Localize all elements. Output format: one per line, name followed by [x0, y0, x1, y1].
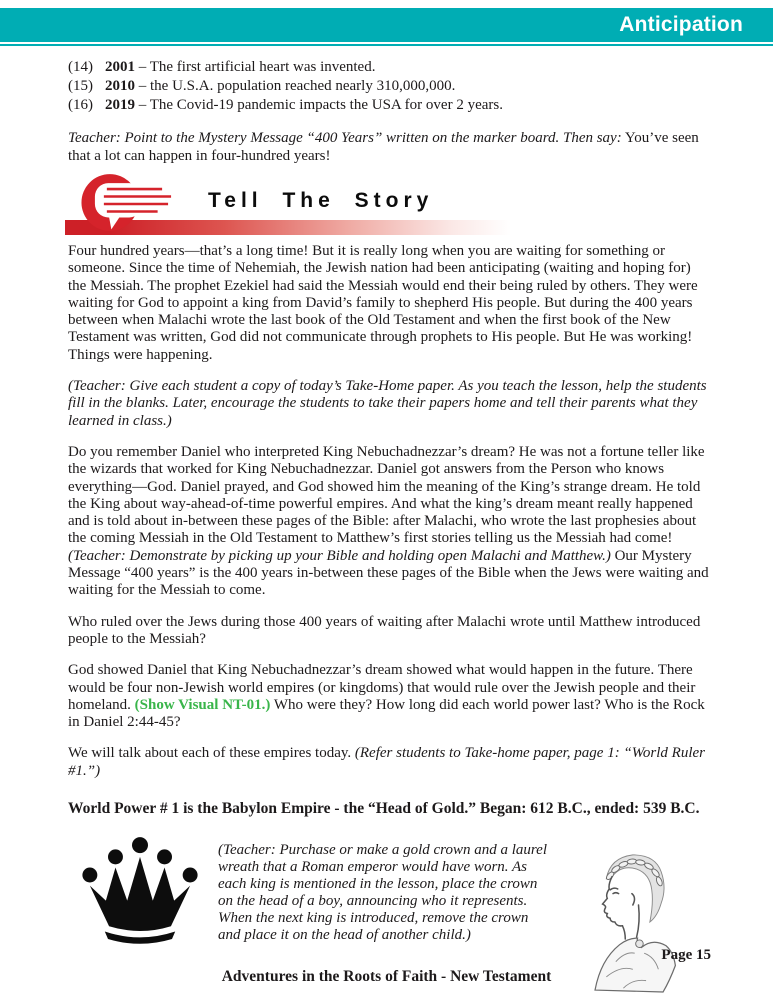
p2-text: Do you remember Daniel who interpreted King Nebuchadnezzar’s dream? He was not a fortune teller like the wizards that worked for King Nebuchadnezzar. Daniel got answers from the Person who knows everything—God. Daniel prayed, and God showed him the meaning of the King’s strange dream. He told the King about way-ahead-of-time powerful empires. And what the king’s dream meant really happened and is told about in-between these pages of the Bible: after Malachi, who wrote the last prophesies about the coming Messiah in the Old Testament to Matthew’s first stories telling us the Messiah had come!: [68, 443, 705, 547]
story-question: Who ruled over the Jews during those 400 years of waiting after Malachi wrote until Matthew introduced people to the Messiah?: [68, 613, 701, 647]
timeline-desc: – The Covid-19 pandemic impacts the USA for over 2 years.: [135, 97, 503, 113]
timeline-number: (16): [68, 97, 93, 113]
teacher-instruction-intro: [68, 130, 712, 165]
story-paragraph-1: Four hundred years—that’s a long time! But it is really long when you are waiting for something or someone. Since the time of Nehemiah, the Jewish nation had been anticipating (waiting and hoping for) the Messiah. The prophet Ezekiel had said the Messiah would end their being ruled by others. They were waiting for God to appoint a king from David’s family to shepherd His people. But during the 400 years between when Malachi wrote the last book of the Old Testament and when the first book of the New Testament was written, God did not communicate through prophets to His people. But He was working! Things were happening.: [68, 243, 698, 363]
story-paragraph-4: [68, 662, 712, 731]
timeline-item: [68, 58, 712, 77]
timeline-item: [68, 96, 712, 115]
timeline-item: [68, 77, 712, 96]
timeline-desc: – the U.S.A. population reached nearly 310,000,000.: [135, 78, 456, 94]
timeline-year: 2001: [105, 59, 135, 75]
header-bar: [0, 8, 773, 42]
section-title: Tell The Story: [208, 189, 434, 212]
footer-book-title: Adventures in the Roots of Faith - New Testament: [221, 968, 552, 985]
page-number: Page 15: [661, 947, 711, 963]
world-power-heading: World Power # 1 is the Babylon Empire - the “Head of Gold.” Began: 612 B.C., ended: 539 B.C.: [68, 800, 700, 818]
timeline-text: [105, 58, 375, 77]
timeline-number: (14): [68, 59, 93, 75]
p5-teacher-note: (Refer students to Take-home paper, page 1: “World Ruler #1.”): [68, 745, 705, 779]
timeline-desc: – The first artificial heart was invented.: [135, 59, 376, 75]
header: [0, 0, 773, 46]
timeline-text: [105, 77, 455, 96]
p2-text-end: Our Mystery Message “400 years” is the 400 years in-between these pages of the Bible when the Jews were waiting and waiting for the Messiah to come.: [68, 547, 709, 599]
teacher-instruction-italic: Teacher: Point to the Mystery Message “400 Years” written on the marker board. Then say:: [68, 130, 622, 146]
p2-teacher-note: (Teacher: Demonstrate by picking up your Bible and holding open Malachi and Matthew.): [68, 547, 611, 564]
p4-text: God showed Daniel that King Nebuchadnezzar’s dream showed what would happen in the future. There would be four non-Jewish world empires (or kingdoms) that would rule over the Jewish people and their homeland.: [68, 662, 696, 713]
timeline-year: 2010: [105, 78, 135, 94]
timeline-number: (15): [68, 78, 93, 94]
page-content: [0, 46, 773, 998]
world-power-teacher-note: (Teacher: Purchase or make a gold crown and a laurel wreath that a Roman emperor would have worn. As each king is mentioned in the lesson, place the crown on the head of a boy, announcing who it represents. When the next king is introduced, remove the crown and place it on the head of another child.): [218, 842, 547, 944]
tell-the-story-banner: [68, 171, 712, 235]
page-header-title: Anticipation: [619, 13, 743, 36]
crown-image: [68, 832, 218, 955]
speech-bubble-icon: [74, 169, 186, 244]
story-paragraph-5: [68, 745, 712, 780]
timeline-year: 2019: [105, 97, 135, 113]
p4-text-end: Who were they? How long did each world power last? Who is the Rock in Daniel 2:44-45?: [68, 696, 705, 731]
timeline-text: [105, 96, 503, 115]
teacher-instruction-roman: You’ve seen that a lot can happen in four-hundred years!: [68, 130, 699, 164]
teacher-note-takehome: (Teacher: Give each student a copy of today’s Take-Home paper. As you teach the lesson, help the students fill in the blanks. Later, encourage the students to take their papers home and tell their parents what they learned in class.): [68, 378, 707, 429]
timeline-list: [68, 58, 712, 115]
p5-text: We will talk about each of these empires today.: [68, 745, 355, 762]
show-visual-note: (Show Visual NT-01.): [134, 696, 271, 713]
story-paragraph-2: [68, 444, 712, 600]
